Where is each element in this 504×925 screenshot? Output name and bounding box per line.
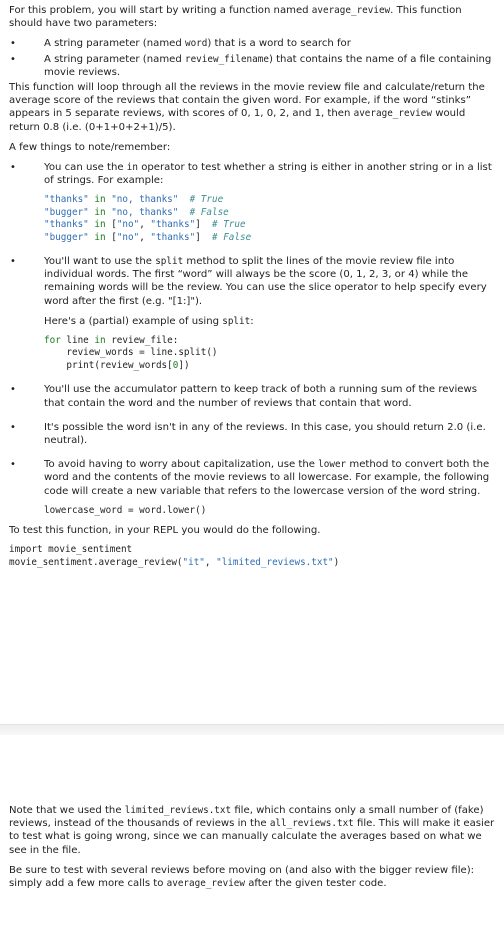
code-block: for line in review_file: review_words = line.split() print(review_words[0]) [44, 335, 218, 371]
description-paragraph: This function will loop through all the reviews in the movie review file and calculate/return the average score of the reviews that contain the given word. For example, if the word “stinks” appears in 5 separate reviews, with scores of 0, 1, 0, 2, and 1, then average_review would return 0.8 (i.e. (0+1+0+2+1)/5). [9, 82, 485, 133]
inline-code: review_filename [184, 53, 269, 65]
assignment-text [9, 4, 495, 576]
repl-paragraph: To test this function, in your REPL you would do the following. [9, 525, 321, 537]
inline-code: split [222, 315, 251, 327]
inline-code: limited_reviews.txt [124, 805, 232, 816]
inline-code: word [184, 38, 208, 50]
notes-list [9, 161, 495, 517]
list-item: • You can use the in operator to test whether a string is either in another string or in a list of strings. For example: "thanks" in "no, thanks" # True "bugger" in "no, thanks" # False "thanks" in ["no", "thanks"] # True "bugger" in ["no", "thanks"] # False [9, 161, 495, 244]
inline-code: average_review [353, 108, 432, 120]
inline-code: average_review [311, 5, 391, 16]
code-block: "thanks" in "no, thanks" # True "bugger" in "no, thanks" # False "thanks" in ["no", "thanks"] # True "bugger" in ["no", "thanks"] # False [44, 194, 252, 243]
inline-code: all_reviews.txt [269, 818, 354, 830]
notes-heading: A few things to note/remember: [9, 141, 171, 153]
inline-code: split [155, 256, 184, 268]
list-item: • It's possible the word isn't in any of the reviews. In this case, you should return 2.0 (i.e. neutral). [9, 421, 495, 447]
list-item: • To avoid having to worry about capitalization, use the lower method to convert both the word and the contents of the movie reviews to all lowercase. For example, the following code will create a new variable that refers to the lowercase version of the word string. lowercase_word = word.lower() [9, 458, 495, 517]
intro-paragraph: For this problem, you will start by writing a function named average_review. This function should have two parameters: [9, 5, 462, 30]
assignment-text-continued [9, 804, 495, 890]
parameter-list [9, 37, 495, 79]
final-paragraph: Be sure to test with several reviews before moving on (and also with the bigger review file): simply add a few more calls to average_review after the given tester code. [9, 864, 475, 890]
inline-code: average_review [166, 878, 246, 890]
inline-code: in [126, 162, 138, 174]
code-block: lowercase_word = word.lower() [44, 504, 207, 516]
list-item: • You'll use the accumulator pattern to keep track of both a running sum of the reviews that contain the word and the number of reviews that contain that word. [9, 383, 495, 409]
note-paragraph: Note that we used the limited_reviews.txt file, which contains only a small number of (fake) reviews, instead of the thousands of reviews in the all_reviews.txt file. This will make it easier to test what is going wrong, since we can manually calculate the averages based on what we see in the file. [9, 805, 495, 856]
list-item: • A string parameter (named review_filename) that contains the name of a file containing movie reviews. [9, 53, 495, 79]
list-item: • You'll want to use the split method to split the lines of the movie review file into individual words. The first “word” will always be the score (0, 1, 2, 3, or 4) while the remaining words will be the review. You can use the slice operator to help specify every word after the first (e.g. "[1:]"). Here's a (partial) example of using split: for line in review_file: review_words = line.split() print(review_words[0]) [9, 255, 495, 372]
repl-code-block: import movie_sentiment movie_sentiment.average_review("it", "limited_reviews.txt") [9, 544, 340, 568]
list-item: • A string parameter (named word) that is a word to search for [9, 37, 495, 50]
page-divider [0, 724, 504, 735]
inline-code: lower [318, 459, 347, 471]
